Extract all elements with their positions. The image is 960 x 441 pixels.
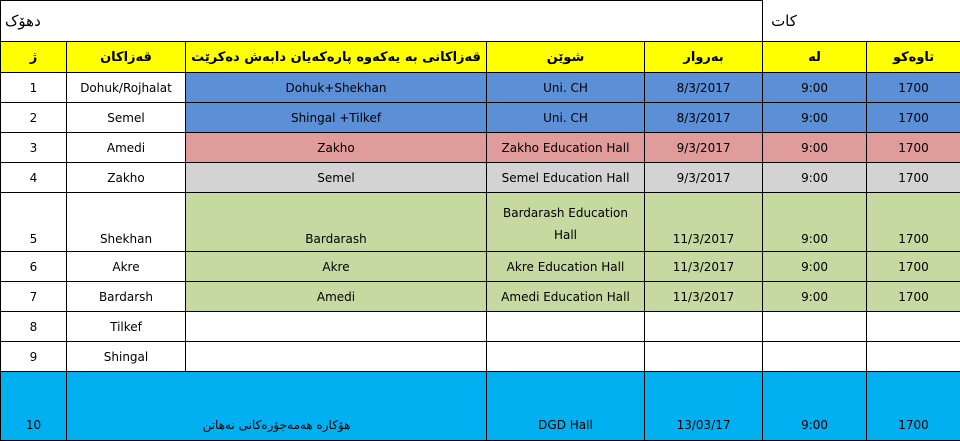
cell-from: 9:00 bbox=[763, 133, 867, 163]
cell-to bbox=[867, 342, 960, 372]
cell-num: 8 bbox=[1, 312, 67, 342]
cell-place: Amedi Education Hall bbox=[487, 282, 645, 312]
cell-place bbox=[487, 193, 645, 252]
table-row bbox=[1, 252, 960, 282]
cell-date: 11/3/2017 bbox=[645, 252, 763, 282]
title-right-cell bbox=[763, 1, 960, 42]
cell-merged: Zakho bbox=[186, 133, 487, 163]
cell-district: Semel bbox=[67, 103, 186, 133]
cell-from bbox=[763, 312, 867, 342]
cell-place: Zakho Education Hall bbox=[487, 133, 645, 163]
cell-num: 3 bbox=[1, 133, 67, 163]
cell-district: Akre bbox=[67, 252, 186, 282]
cell-from: 9:00 bbox=[763, 193, 867, 252]
cell-merged bbox=[186, 342, 487, 372]
cell-from: 9:00 bbox=[763, 372, 867, 441]
cell-place: Akre Education Hall bbox=[487, 252, 645, 282]
cell-from bbox=[763, 342, 867, 372]
table-row bbox=[1, 163, 960, 193]
cell-district: Zakho bbox=[67, 163, 186, 193]
cell-date: 8/3/2017 bbox=[645, 103, 763, 133]
cell-from: 9:00 bbox=[763, 163, 867, 193]
cell-place-line1: Bardarash Education bbox=[487, 202, 644, 224]
header-num: ژ bbox=[1, 42, 67, 73]
cell-date: 9/3/2017 bbox=[645, 163, 763, 193]
cell-merged: Dohuk+Shekhan bbox=[186, 73, 487, 103]
cell-date: 11/3/2017 bbox=[645, 282, 763, 312]
cell-merged: Shingal +Tilkef bbox=[186, 103, 487, 133]
table-row bbox=[1, 193, 960, 252]
cell-merged: هۆكارە هەمەجۆرەكانی نەهاتن bbox=[67, 372, 487, 441]
cell-date: 9/3/2017 bbox=[645, 133, 763, 163]
cell-num: 1 bbox=[1, 73, 67, 103]
cell-district: Shekhan bbox=[67, 193, 186, 252]
cell-district: Dohuk/Rojhalat bbox=[67, 73, 186, 103]
cell-to: 1700 bbox=[867, 163, 960, 193]
header-merged: قەزاكانی بە یەكەوە پارەكەیان دابەش دەكرێت bbox=[186, 42, 487, 73]
title-left-cell bbox=[1, 1, 763, 42]
cell-from: 9:00 bbox=[763, 252, 867, 282]
cell-district: Shingal bbox=[67, 342, 186, 372]
cell-from: 9:00 bbox=[763, 282, 867, 312]
header-from: لە bbox=[763, 42, 867, 73]
table-row bbox=[1, 133, 960, 163]
table-row bbox=[1, 312, 960, 342]
cell-place: Uni. CH bbox=[487, 103, 645, 133]
table-row bbox=[1, 342, 960, 372]
header-to: تاوەكو bbox=[867, 42, 960, 73]
cell-date: 13/03/17 bbox=[645, 372, 763, 441]
header-place: شوێن bbox=[487, 42, 645, 73]
table-row bbox=[1, 282, 960, 312]
cell-num: 4 bbox=[1, 163, 67, 193]
cell-num: 7 bbox=[1, 282, 67, 312]
cell-to: 1700 bbox=[867, 133, 960, 163]
title-row bbox=[1, 1, 960, 42]
cell-place bbox=[487, 342, 645, 372]
table-row bbox=[1, 372, 960, 441]
cell-merged: Bardarash bbox=[186, 193, 487, 252]
cell-num: 10 bbox=[1, 372, 67, 441]
cell-merged: Amedi bbox=[186, 282, 487, 312]
table-row bbox=[1, 73, 960, 103]
cell-place bbox=[487, 312, 645, 342]
cell-to: 1700 bbox=[867, 193, 960, 252]
header-row bbox=[1, 42, 960, 73]
cell-from: 9:00 bbox=[763, 103, 867, 133]
header-district: قەزاكان bbox=[67, 42, 186, 73]
title-left: دهۆک bbox=[1, 12, 41, 30]
cell-date: 11/3/2017 bbox=[645, 193, 763, 252]
cell-to: 1700 bbox=[867, 252, 960, 282]
cell-merged: Semel bbox=[186, 163, 487, 193]
cell-num: 9 bbox=[1, 342, 67, 372]
cell-to: 1700 bbox=[867, 103, 960, 133]
cell-to bbox=[867, 312, 960, 342]
cell-num: 2 bbox=[1, 103, 67, 133]
cell-merged: Akre bbox=[186, 252, 487, 282]
cell-place: DGD Hall bbox=[487, 372, 645, 441]
cell-to: 1700 bbox=[867, 282, 960, 312]
header-date: بەروار bbox=[645, 42, 763, 73]
table-row bbox=[1, 103, 960, 133]
title-right: کات bbox=[771, 12, 797, 30]
cell-to: 1700 bbox=[867, 372, 960, 441]
cell-num: 6 bbox=[1, 252, 67, 282]
cell-num: 5 bbox=[1, 193, 67, 252]
cell-place: Semel Education Hall bbox=[487, 163, 645, 193]
cell-to: 1700 bbox=[867, 73, 960, 103]
cell-date bbox=[645, 342, 763, 372]
cell-place-line2: Hall bbox=[487, 224, 644, 246]
cell-merged bbox=[186, 312, 487, 342]
cell-district: Bardarsh bbox=[67, 282, 186, 312]
cell-place: Uni. CH bbox=[487, 73, 645, 103]
cell-date bbox=[645, 312, 763, 342]
cell-date: 8/3/2017 bbox=[645, 73, 763, 103]
cell-district: Tilkef bbox=[67, 312, 186, 342]
cell-from: 9:00 bbox=[763, 73, 867, 103]
cell-district: Amedi bbox=[67, 133, 186, 163]
